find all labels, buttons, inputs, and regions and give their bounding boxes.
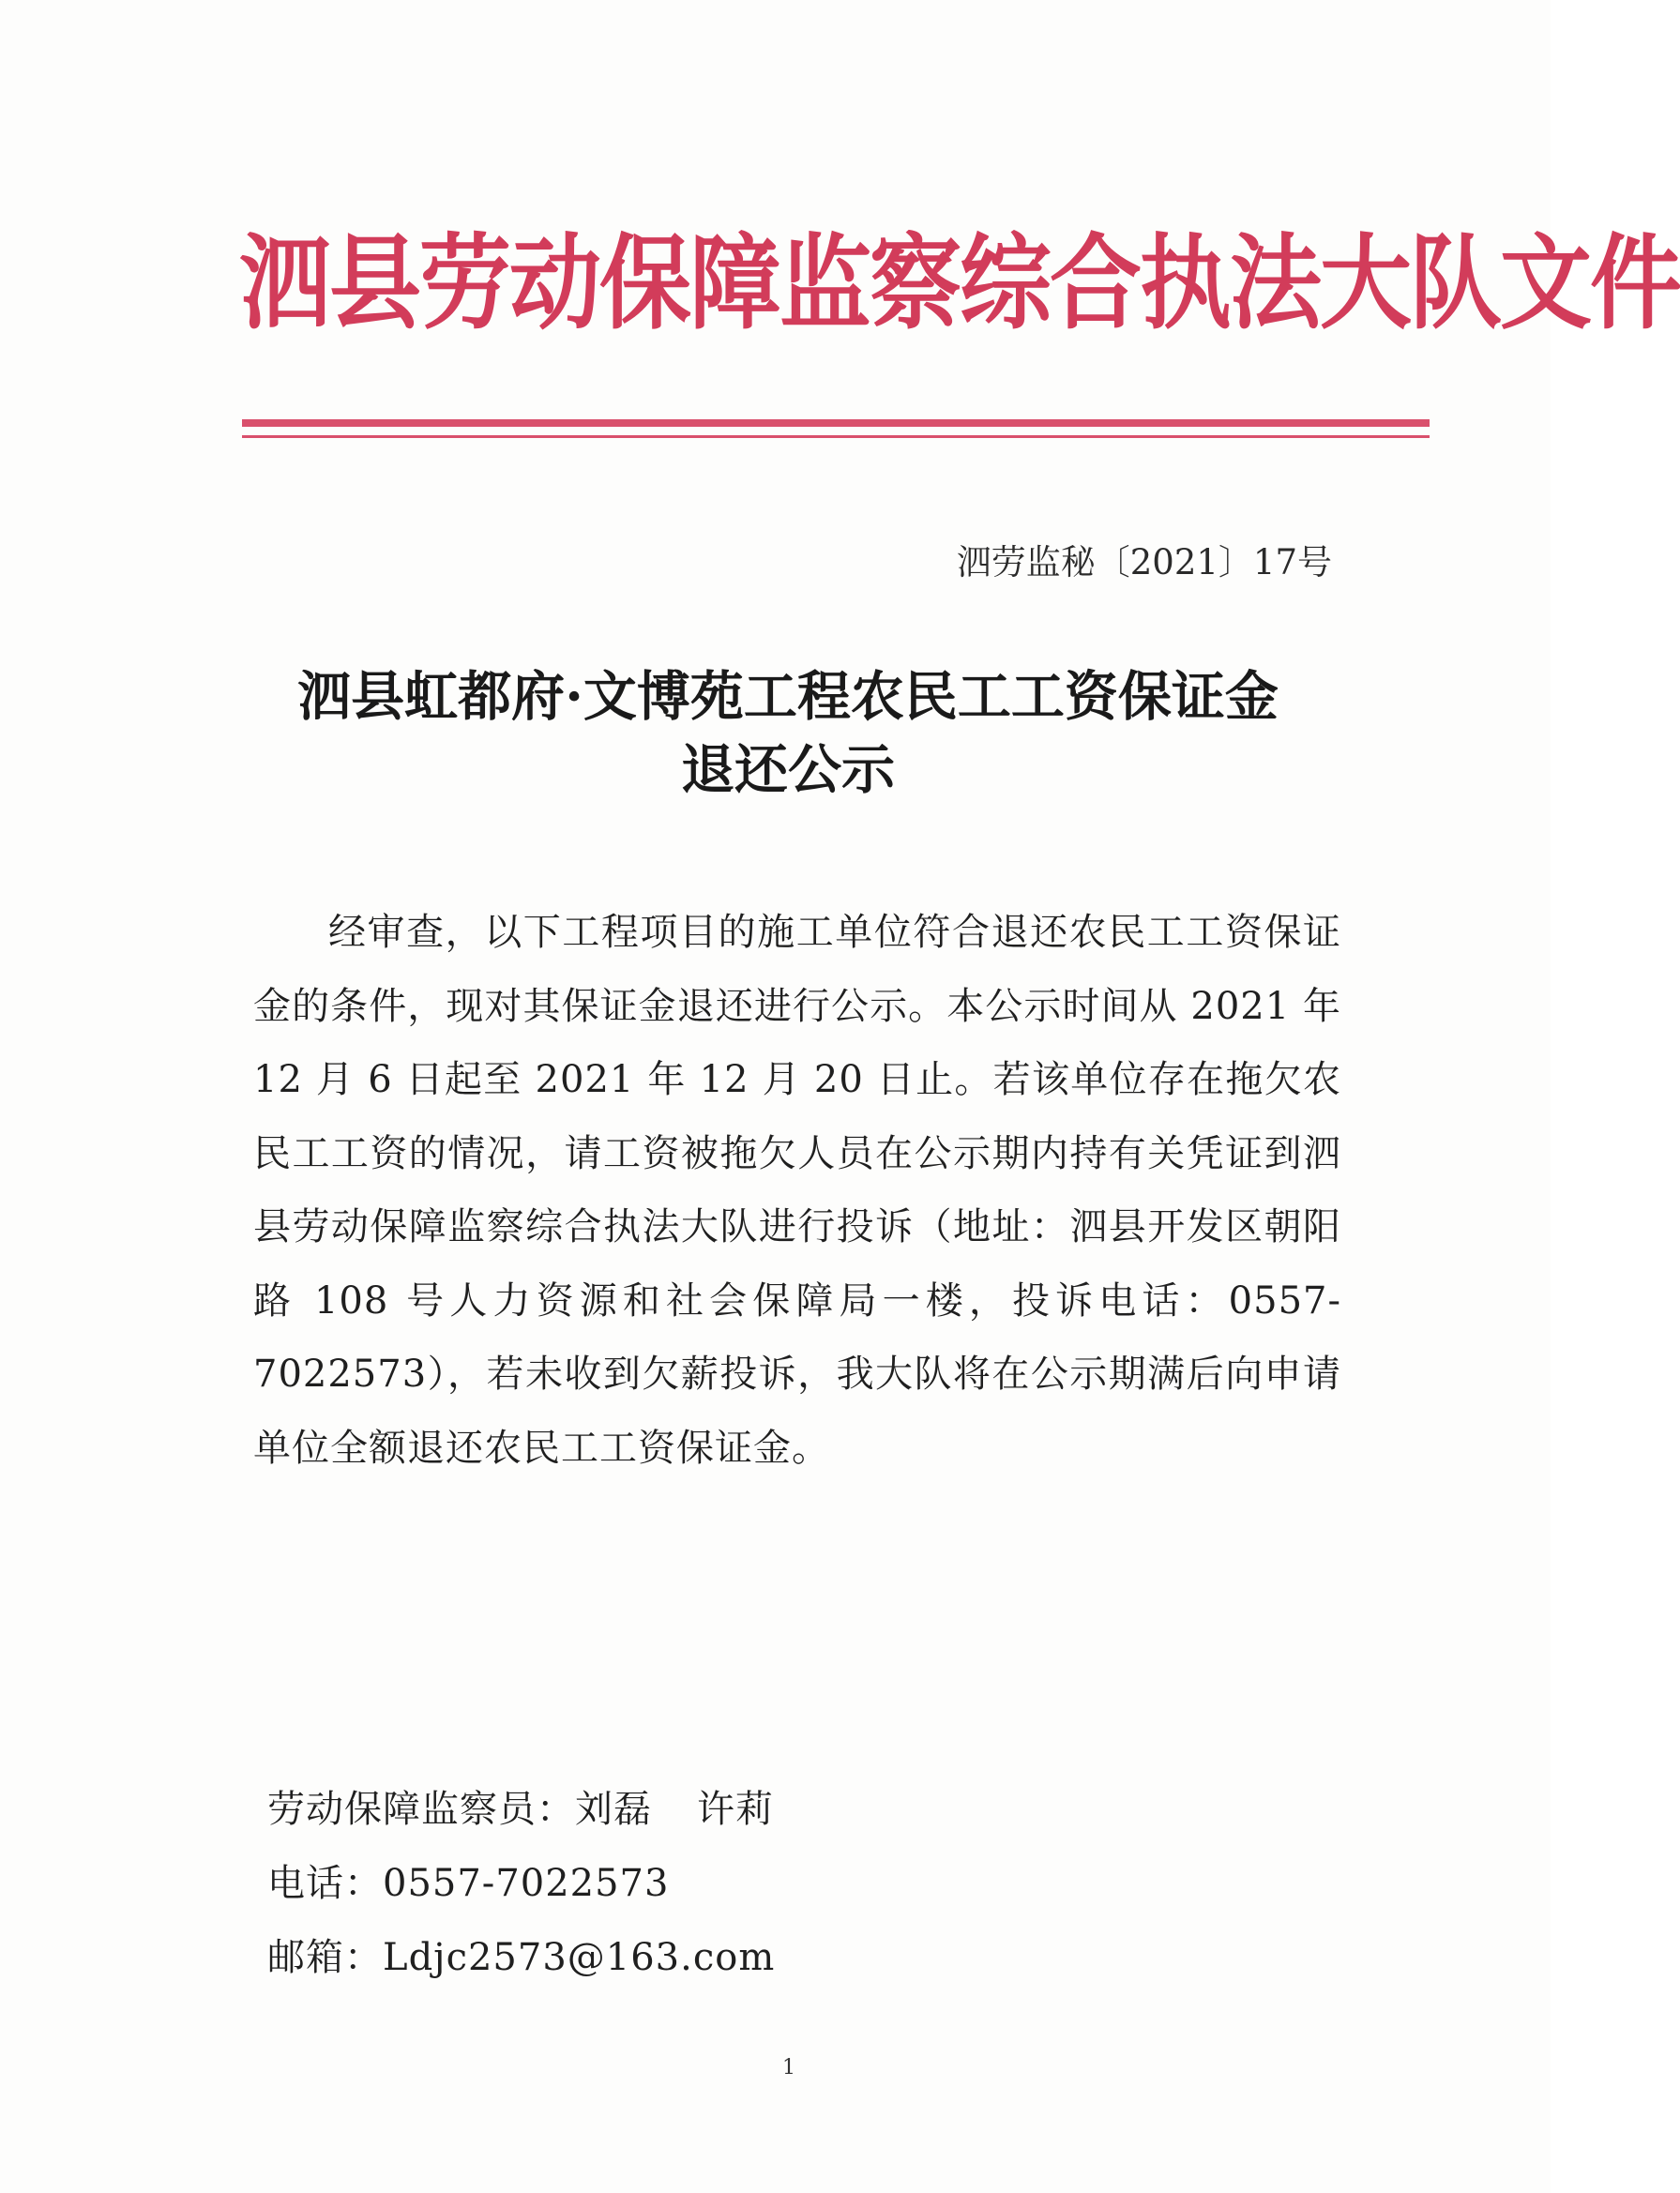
inspector-label: 劳动保障监察员：: [267, 1788, 575, 1831]
email-label: 邮箱：: [267, 1936, 383, 1979]
phone-value: 0557-7022573: [383, 1862, 670, 1905]
notice-title-line-2: 退还公示: [681, 738, 895, 801]
email-line: [267, 1921, 1205, 1995]
inspector-name-2: 许莉: [697, 1788, 774, 1831]
inspector-names: [575, 1788, 774, 1831]
signature-block: [267, 1773, 1205, 1995]
email-value: Ldjc2573@163.com: [383, 1936, 776, 1979]
notice-title: [225, 660, 1351, 807]
page-number: 1: [782, 2056, 795, 2080]
header-red-rule-thin: [242, 435, 1430, 438]
document-number: 泗劳监秘〔2021〕17号: [956, 542, 1332, 582]
notice-title-line-1: 泗县虹都府·文博苑工程农民工工资保证金: [297, 665, 1279, 728]
issuer-header-title: 泗县劳动保障监察综合执法大队文件: [239, 223, 1680, 344]
notice-body-paragraph: 经审查，以下工程项目的施工单位符合退还农民工工资保证金的条件，现对其保证金退还进行公示。本公示时间从 2021 年 12 月 6 日起至 2021 年 12 月 20 日止。若该单位存在拖欠农民工工资的情况，请工资被拖欠人员在公示期内持有关凭证到泗县劳动保障监察综合执法大队进行投诉（地址：泗县开发区朝阳路 108 号人力资源和社会保障局一楼，投诉电话：0557-7022573），若未收到欠薪投诉，我大队将在公示期满后向申请单位全额退还农民工工资保证金。: [253, 911, 1341, 1470]
header-red-rule-thick: [242, 419, 1430, 427]
phone-label: 电话：: [267, 1862, 383, 1905]
inspector-line: [267, 1773, 1205, 1847]
phone-line: [267, 1847, 1205, 1921]
inspector-name-1: 刘磊: [575, 1788, 652, 1831]
